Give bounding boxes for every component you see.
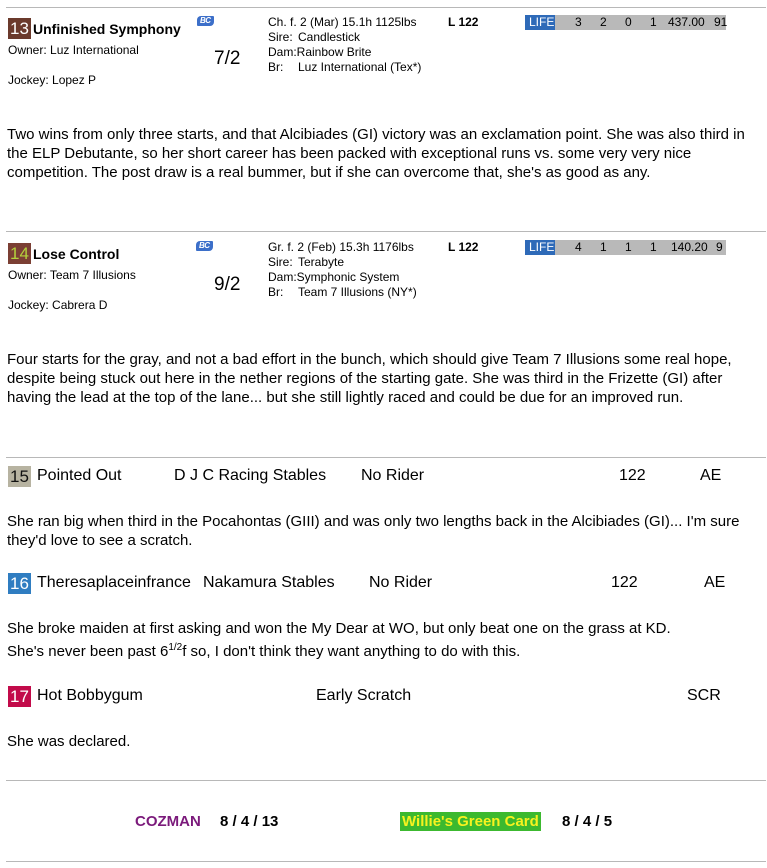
life-earnings: 140.20 [671,240,708,254]
status-label: AE [704,574,726,591]
post-position-badge: 15 [10,467,29,486]
life-speed-figure: 91 [714,15,728,29]
breeder-label: Br: [268,60,284,74]
sire-name: Terabyte [298,255,345,269]
horse-name[interactable]: Pointed Out [37,467,122,484]
life-seconds: 0 [625,15,632,29]
breeders-cup-icon: BC [196,241,213,251]
morning-line-odds: 7/2 [214,48,241,69]
sire-line [268,255,417,270]
bottom-divider [6,861,766,862]
weight-label: 122 [619,467,646,484]
owner-name: Nakamura Stables [203,574,335,591]
rider-name: No Rider [361,467,425,484]
post-position-badge: 16 [10,574,29,593]
breeders-cup-icon: BC [197,16,214,26]
dam-label: Dam: [268,45,297,59]
life-thirds: 1 [650,15,657,29]
top-divider [6,7,766,8]
post-position-badge: 17 [10,687,29,706]
weight-label: 122 [611,574,638,591]
analysis-text: She's never been past 6 [7,643,169,660]
owner-name: Team 7 Illusions [49,268,136,282]
dam-name: Rainbow Brite [296,45,372,59]
status-label: AE [700,467,722,484]
handicapper-name: Willie's Green Card [402,813,539,830]
rider-name: No Rider [369,574,433,591]
owner-label: Owner: [8,268,47,282]
life-speed-figure: 9 [716,240,723,254]
morning-line-odds: 9/2 [214,274,241,295]
life-earnings: 437.00 [668,15,705,29]
life-wins: 1 [600,240,607,254]
life-wins: 2 [600,15,607,29]
horse-description: Gr. f. 2 (Feb) 15.3h 1176lbs [268,240,414,254]
weight-label: L 122 [448,240,479,254]
entry-analysis: Two wins from only three starts, and that Alcibiades (GI) victory was an exclamation point. She was also third in the ELP Debutante, so her short career has been packed with exceptional runs vs. some very very nice competition. The post draw is a real bummer, but if she can overcome that, she's as good as any. [7,126,745,181]
handicapper-name: COZMAN [135,813,201,830]
jockey-line [8,298,107,312]
pedigree-block [268,15,421,75]
analysis-line-1: She broke maiden at first asking and won the My Dear at WO, but only beat one on the grass at KD. [7,620,671,637]
entry-analysis: She ran big when third in the Pocahontas (GIII) and was only two lengths back in the Alcibiades (GI)... I'm sure they'd love to see a scratch. [7,513,740,549]
horse-description: Ch. f. 2 (Mar) 15.1h 1125lbs [268,15,417,29]
breeder-label: Br: [268,285,284,299]
analysis-line-2 [7,638,762,661]
fraction-superscript: 1/2 [168,642,183,653]
divider [6,231,766,232]
breeder-name: Team 7 Illusions (NY*) [298,285,417,299]
post-position-badge: 14 [10,244,29,263]
life-seconds: 1 [625,240,632,254]
life-record-bar [525,240,726,255]
jockey-label: Jockey: [8,298,49,312]
owner-line [8,43,139,57]
owner-line [8,268,136,282]
pedigree-block [268,240,417,300]
post-position-badge: 13 [10,19,29,38]
weight-label: L 122 [448,15,479,29]
dam-line [268,45,421,60]
sire-label: Sire: [268,30,293,44]
life-record-bar [525,15,726,30]
sire-line [268,30,421,45]
life-starts: 4 [575,240,582,254]
sire-name: Candlestick [298,30,361,44]
breeder-line [268,60,421,75]
life-tag: LIFE [525,15,555,30]
jockey-line [8,73,96,87]
horse-name[interactable]: Unfinished Symphony [33,21,181,37]
horse-name[interactable]: Lose Control [33,246,120,262]
dam-line [268,270,417,285]
horse-name[interactable]: Theresaplaceinfrance [37,574,191,591]
breeder-line [268,285,417,300]
jockey-name: Cabrera D [52,298,108,312]
owner-name: Luz International [50,43,139,57]
life-tag: LIFE [525,240,555,255]
owner-name: D J C Racing Stables [174,467,327,484]
dam-label: Dam: [268,270,297,284]
divider [6,780,766,781]
analysis-text: f so, I don't think they want anything to do with this. [182,643,521,660]
scratch-note: Early Scratch [316,687,412,704]
divider [6,457,766,458]
horse-name[interactable]: Hot Bobbygum [37,687,143,704]
owner-label: Owner: [8,43,47,57]
life-starts: 3 [575,15,582,29]
handicapper-selections: 8 / 4 / 13 [220,813,279,830]
dam-name: Symphonic System [296,270,400,284]
jockey-name: Lopez P [52,73,97,87]
entry-analysis: She was declared. [7,733,131,750]
status-label: SCR [687,687,721,704]
sire-label: Sire: [268,255,293,269]
entry-analysis: Four starts for the gray, and not a bad effort in the bunch, which should give Team 7 Illusions some real hope, despite being stuck out here in the nether regions of the starting gate. She was third in the Frizette (GI) after having the lead at the top of the lane... but she still lightly raced and could be due for an improved run. [7,351,732,406]
jockey-label: Jockey: [8,73,49,87]
entry-analysis [7,619,762,661]
breeder-name: Luz International (Tex*) [298,60,422,74]
life-thirds: 1 [650,240,657,254]
handicapper-selections: 8 / 4 / 5 [562,813,613,830]
